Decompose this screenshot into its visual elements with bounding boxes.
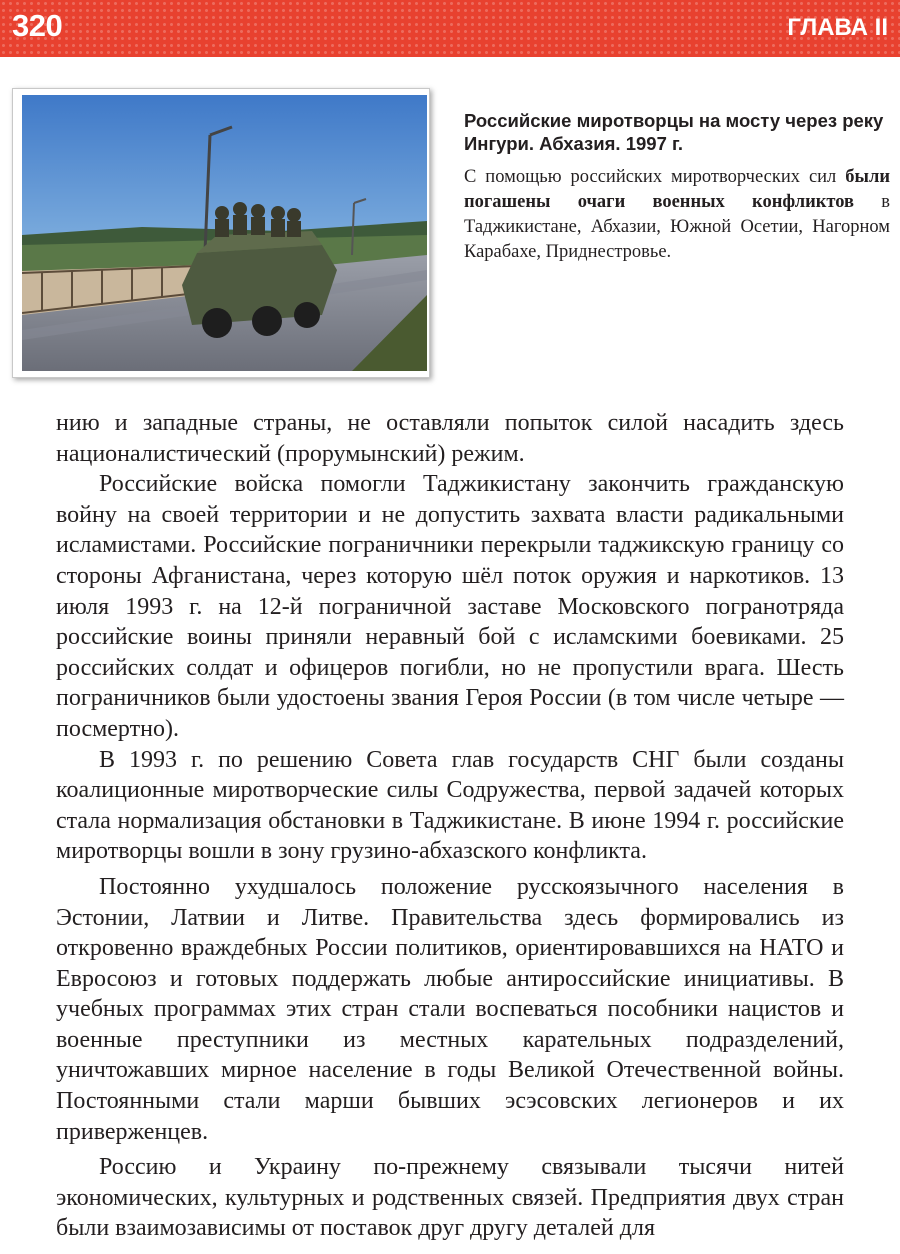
- chapter-label: ГЛАВА II: [787, 14, 888, 41]
- paragraph: В 1993 г. по решению Совета глав государств СНГ были созданы коалиционные миротворческие силы Содружества, первой задачей которых стала нормализация обстановки в Таджикистане. В июне 1994 г. российские миротворцы вошли в зону грузино-абхазского конфликта.: [56, 746, 844, 865]
- caption-text-bold: были погашены очаги военных конфликтов: [464, 167, 890, 212]
- caption-text-part: С помощью российских миротворческих сил: [464, 167, 846, 187]
- paragraph: Постоянно ухудшалось положение русскоязычного населения в Эстонии, Латвии и Литве. Правительства здесь формировались из откровенно враждебных России политиков, ориентировавшихся на НАТО и Евросоюз и готовых поддержать любые антироссийские инициативы. В учебных программах этих стран стали воспеваться пособники нацистов и военные преступники из местных карательных подразделений, уничтожавших мирное население в годы Великой Отечественной войны. Постоянными стали марши бывших эсэсовских легионеров и их приверженцев.: [56, 873, 844, 1145]
- figure-caption-title: Российские миротворцы на мосту через реку Ингури. Абхазия. 1997 г.: [464, 110, 884, 154]
- figure-photo-frame: [12, 88, 430, 378]
- paragraph: Российские войска помогли Таджикистану закончить гражданскую войну на своей территории и не допустить захвата власти радикальными исламистами. Российские пограничники перекрыли таджикскую границу со стороны Афганистана, через которую шёл поток оружия и наркотиков. 13 июля 1993 г. на 12-й пограничной заставе Московского погранотряда российские воины приняли неравный бой с исламскими боевиками. 25 российских солдат и офицеров погибли, но не пропустили врага. Шесть пограничников были удостоены звания Героя России (в том числе четыре — посмертно).: [56, 471, 844, 742]
- page-number: 320: [12, 8, 63, 43]
- armored-vehicle-on-bridge-photo: [22, 95, 427, 371]
- caption-text-part: в Таджикистане, Абхазии, Южной Осетии, Нагорном Карабахе, Приднестровье.: [464, 192, 890, 262]
- page-header: [0, 0, 900, 57]
- paragraph: Россию и Украину по-прежнему связывали тысячи нитей экономических, культурных и родственных связей. Предприятия двух стран были взаимозависимы от поставок друг другу деталей для: [56, 1154, 844, 1242]
- figure-caption-text: [464, 165, 890, 265]
- paragraph: нию и западные страны, не оставляли попыток силой насадить здесь националистический (прорумынский) режим.: [56, 410, 844, 467]
- main-text: [56, 408, 844, 1244]
